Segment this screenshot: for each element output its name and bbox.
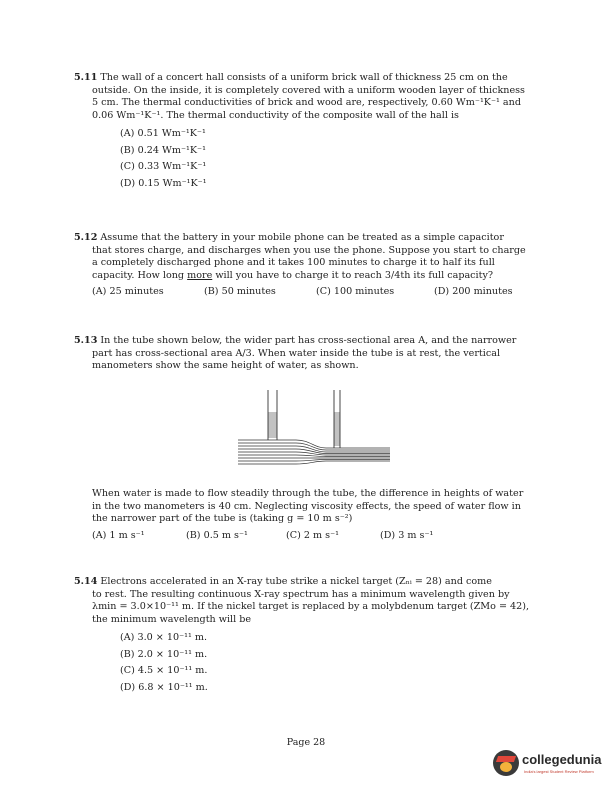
- right-manometer: [334, 390, 340, 448]
- options-row: [92, 530, 540, 543]
- stem-line: When water is made to flow steadily through the tube, the difference in heights of water: [92, 488, 524, 499]
- option-a: (A) 1 m s⁻¹: [92, 529, 145, 541]
- question-stem: [74, 576, 540, 626]
- stem-line: the narrower part of the tube is (taking g = 10 m s⁻²): [92, 513, 353, 525]
- question-number: 5.14: [74, 576, 98, 587]
- options-list: [74, 630, 540, 696]
- wide-tube-flow-lines: [238, 440, 296, 464]
- narrow-tube-flow-lines: [326, 448, 390, 461]
- option-a: (A) 0.51 Wm⁻¹K⁻¹: [120, 128, 206, 140]
- stem-line: In the tube shown below, the wider part has cross-sectional area A, and the narrower: [100, 335, 517, 346]
- options-row: [74, 286, 540, 299]
- option-d: (D) 0.15 Wm⁻¹K⁻¹: [120, 177, 207, 189]
- option-a: (A) 3.0 × 10⁻¹¹ m.: [120, 632, 208, 644]
- stem-line: λmin = 3.0×10⁻¹¹ m. If the nickel target is replaced by a molybdenum target (ZMo = 42),: [92, 601, 530, 613]
- question-stem: [74, 72, 540, 122]
- option-d: (D) 200 minutes: [434, 286, 513, 298]
- stem-line: in the two manometers is 40 cm. Neglecting viscosity effects, the speed of water flow in: [92, 500, 521, 512]
- option-c: (C) 2 m s⁻¹: [286, 529, 340, 541]
- option-c: (C) 4.5 × 10⁻¹¹ m.: [120, 665, 208, 677]
- option-b: (B) 0.24 Wm⁻¹K⁻¹: [120, 144, 206, 156]
- option-a: (A) 25 minutes: [92, 286, 164, 298]
- stem-line: the minimum wavelength will be: [92, 613, 252, 625]
- stem-line: part has cross-sectional area A/3. When water inside the tube is at rest, the vertical: [92, 347, 501, 359]
- stem-line: The wall of a concert hall consists of a uniform brick wall of thickness 25 cm on the: [100, 72, 508, 83]
- question-5-13-continued: [92, 488, 540, 542]
- stem-line: that stores charge, and discharges when you use the phone. Suppose you start to charge: [92, 244, 526, 256]
- stem-line: Assume that the battery in your mobile phone can be treated as a simple capacitor: [100, 232, 504, 243]
- question-stem: [92, 488, 540, 526]
- venturi-tube-diagram: [230, 385, 395, 470]
- option-b: (B) 2.0 × 10⁻¹¹ m.: [120, 648, 208, 660]
- page-number: Page 28: [286, 737, 326, 748]
- question-number: 5.11: [74, 72, 98, 83]
- question-5-11: [74, 72, 540, 192]
- tube-taper: [296, 440, 326, 464]
- question-5-13: [74, 335, 540, 373]
- stem-line: Electrons accelerated in an X-ray tube strike a nickel target (Zₙᵢ = 28) and come: [100, 576, 492, 587]
- stem-line: manometers show the same height of water, as shown.: [92, 360, 359, 372]
- logo-mascot-icon: [493, 750, 519, 776]
- option-c: (C) 100 minutes: [316, 286, 395, 298]
- left-manometer: [268, 390, 277, 440]
- options-list: [74, 126, 540, 192]
- logo-tagline: India's largest Student Review Platform: [524, 769, 594, 774]
- stem-line: a completely discharged phone and it takes 100 minutes to charge it to half its full: [92, 257, 495, 269]
- emphasis-more: more: [187, 269, 213, 281]
- option-d: (D) 3 m s⁻¹: [380, 529, 434, 541]
- option-b: (B) 50 minutes: [204, 286, 276, 298]
- question-5-14: [74, 576, 540, 696]
- option-b: (B) 0.5 m s⁻¹: [186, 529, 248, 541]
- question-5-12: [74, 232, 540, 299]
- question-number: 5.13: [74, 335, 98, 346]
- logo-name: collegedunia: [522, 752, 602, 767]
- collegedunia-logo[interactable]: [493, 748, 605, 778]
- question-stem: [74, 232, 540, 282]
- stem-line: to rest. The resulting continuous X-ray spectrum has a minimum wavelength given by: [92, 588, 510, 600]
- question-stem: [74, 335, 540, 373]
- stem-line: capacity. How long more will you have to charge it to reach 3/4th its full capacity?: [92, 269, 494, 281]
- option-c: (C) 0.33 Wm⁻¹K⁻¹: [120, 161, 207, 173]
- question-number: 5.12: [74, 232, 98, 243]
- stem-line: 0.06 Wm⁻¹K⁻¹. The thermal conductivity of the composite wall of the hall is: [92, 109, 459, 121]
- stem-line: outside. On the inside, it is completely covered with a uniform wooden layer of thickness: [92, 84, 525, 96]
- option-d: (D) 6.8 × 10⁻¹¹ m.: [120, 681, 208, 693]
- stem-line: 5 cm. The thermal conductivities of brick and wood are, respectively, 0.60 Wm⁻¹K⁻¹ and: [92, 97, 521, 109]
